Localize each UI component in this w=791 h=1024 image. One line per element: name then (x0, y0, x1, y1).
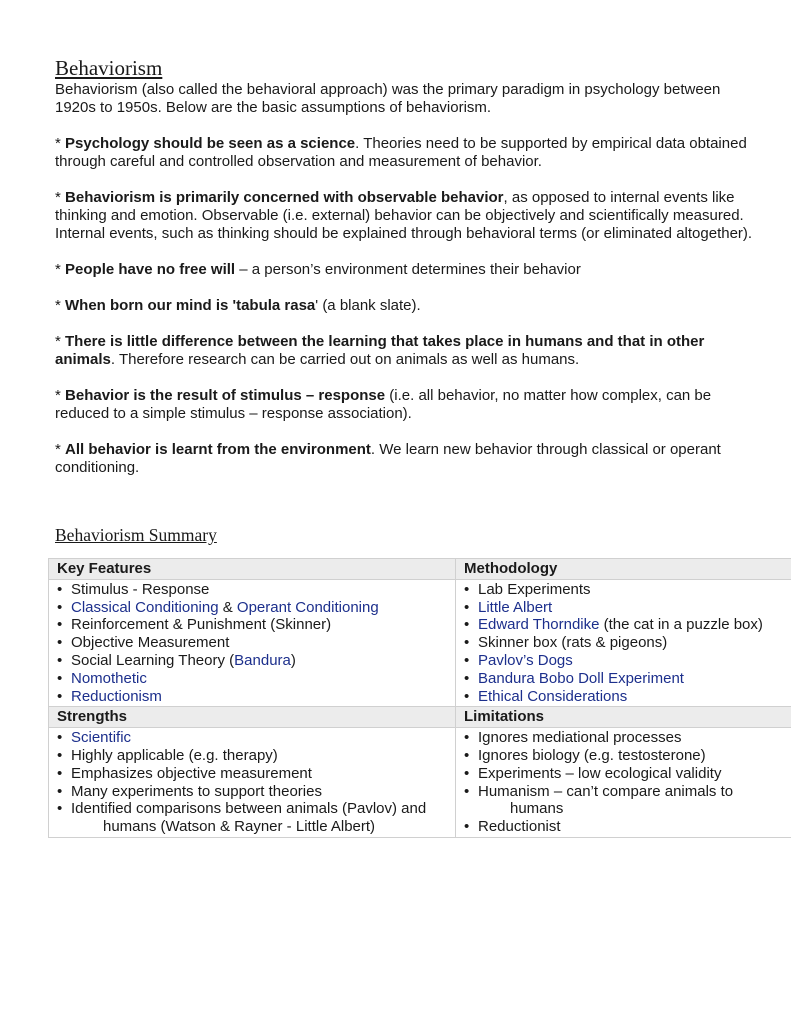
list-item (57, 581, 449, 599)
assumption-stimulus-response (55, 387, 755, 423)
list-item (57, 634, 449, 652)
list-item (57, 670, 449, 688)
point-heading: Psychology should be seen as a science (65, 135, 356, 152)
point-marker: * (55, 387, 66, 404)
item-text-continued: humans (510, 800, 564, 818)
pavlovs-dogs-link[interactable]: Pavlov’s Dogs (478, 651, 573, 669)
list-item (464, 729, 787, 747)
little-albert-link[interactable]: Little Albert (478, 598, 553, 616)
list-item (57, 800, 449, 836)
point-text: (i.e. all behavior, no matter how complex, can be reduced to a simple stimulus – response association). (55, 387, 712, 422)
point-text: ' (a blank slate). (315, 297, 421, 314)
item-text: & (218, 598, 237, 616)
point-heading: When born our mind is 'tabula rasa (65, 297, 316, 314)
list-item (57, 599, 449, 617)
list-item (57, 616, 449, 634)
point-marker: * (55, 333, 66, 350)
list-item (57, 688, 449, 706)
point-heading: People have no free will (65, 261, 236, 278)
list-item (464, 581, 787, 599)
item-text: ) (290, 651, 296, 669)
header-key-features: Key Features (49, 559, 456, 580)
list-item (464, 616, 787, 634)
item-text: Emphasizes objective measurement (71, 764, 312, 782)
item-text: Reductionist (478, 818, 561, 836)
list-item (57, 783, 449, 801)
list-item (464, 670, 787, 688)
ethical-considerations-link[interactable]: Ethical Considerations (478, 687, 628, 705)
point-marker: * (55, 135, 66, 152)
table-header-row (49, 559, 791, 580)
strengths-cell (49, 728, 456, 838)
limitations-cell (456, 728, 791, 838)
list-item (464, 599, 787, 617)
table-row (49, 579, 791, 707)
assumption-observable-behavior (55, 189, 755, 243)
assumption-tabula-rasa (55, 297, 755, 315)
header-limitations: Limitations (456, 707, 791, 728)
scientific-link[interactable]: Scientific (71, 729, 132, 747)
table-header-row (49, 707, 791, 728)
list-item (464, 634, 787, 652)
assumption-learnt-from-environment (55, 441, 755, 477)
reductionism-link[interactable]: Reductionism (71, 687, 162, 705)
document-body (55, 55, 755, 477)
item-text: Skinner box (rats & pigeons) (478, 634, 668, 652)
item-text: Humanism – can’t compare animals to (478, 782, 734, 800)
edward-thorndike-link[interactable]: Edward Thorndike (478, 616, 600, 634)
point-heading: Behavior is the result of stimulus – response (65, 387, 386, 404)
point-text: . Theories need to be supported by empirical data obtained through careful and controlled observation and measurement of behavior. (55, 135, 747, 170)
header-methodology: Methodology (456, 559, 791, 580)
point-marker: * (55, 297, 66, 314)
list-item (464, 652, 787, 670)
summary-table (48, 558, 791, 838)
key-features-cell (49, 579, 456, 707)
item-text: (the cat in a puzzle box) (599, 616, 763, 634)
list-item (57, 729, 449, 747)
item-text: Lab Experiments (478, 580, 591, 598)
list-item (464, 747, 787, 765)
item-text: Many experiments to support theories (71, 782, 322, 800)
assumption-no-free-will (55, 261, 755, 279)
intro-paragraph: Behaviorism (also called the behavioral approach) was the primary paradigm in psychology between 1920s to 1950s. Below are the basic assumptions of behaviorism. (55, 81, 721, 116)
item-text: Objective Measurement (71, 634, 230, 652)
item-text: Highly applicable (e.g. therapy) (71, 746, 278, 764)
list-item (57, 652, 449, 670)
header-strengths: Strengths (49, 707, 456, 728)
point-text: . We learn new behavior through classical or operant conditioning. (55, 441, 721, 476)
point-marker: * (55, 261, 66, 278)
point-heading: There is little difference between the learning that takes place in humans and that in other animals (55, 333, 705, 368)
list-item (57, 765, 449, 783)
point-heading: Behaviorism is primarily concerned with observable behavior (65, 189, 504, 206)
list-item (464, 818, 787, 836)
point-marker: * (55, 189, 66, 206)
point-text: – a person’s environment determines their behavior (235, 261, 581, 278)
point-heading: All behavior is learnt from the environment (65, 441, 371, 458)
table-row (49, 728, 791, 838)
methodology-cell (456, 579, 791, 707)
bandura-bobo-doll-link[interactable]: Bandura Bobo Doll Experiment (478, 669, 684, 687)
item-text: Experiments – low ecological validity (478, 764, 722, 782)
item-text: Ignores biology (e.g. testosterone) (478, 746, 706, 764)
operant-conditioning-link[interactable]: Operant Conditioning (236, 598, 379, 616)
list-item (464, 688, 787, 706)
classical-conditioning-link[interactable]: Classical Conditioning (71, 598, 219, 616)
item-text: Social Learning Theory ( (71, 651, 235, 669)
bandura-link[interactable]: Bandura (234, 651, 291, 669)
item-text: Ignores mediational processes (478, 729, 682, 747)
point-text: , as opposed to internal events like thinking and emotion. Observable (i.e. external) behavior can be objectively and scientifically measured. Internal events, such as thinking should be explained through behavioral terms (or eliminated altogether). (55, 189, 753, 242)
item-text: Reinforcement & Punishment (Skinner) (71, 616, 332, 634)
item-text: Stimulus - Response (71, 580, 210, 598)
list-item (464, 765, 787, 783)
item-text: Identified comparisons between animals (Pavlov) and (71, 800, 427, 818)
nomothetic-link[interactable]: Nomothetic (71, 669, 147, 687)
point-text: . Therefore research can be carried out on animals as well as humans. (110, 351, 580, 368)
summary-title: Behaviorism Summary (55, 525, 217, 545)
point-marker: * (55, 441, 66, 458)
list-item (464, 783, 787, 819)
page-title: Behaviorism (55, 56, 163, 80)
list-item (57, 747, 449, 765)
item-text-continued: humans (Watson & Rayner - Little Albert) (103, 818, 376, 836)
assumption-humans-animals (55, 333, 755, 369)
assumption-science (55, 135, 755, 171)
